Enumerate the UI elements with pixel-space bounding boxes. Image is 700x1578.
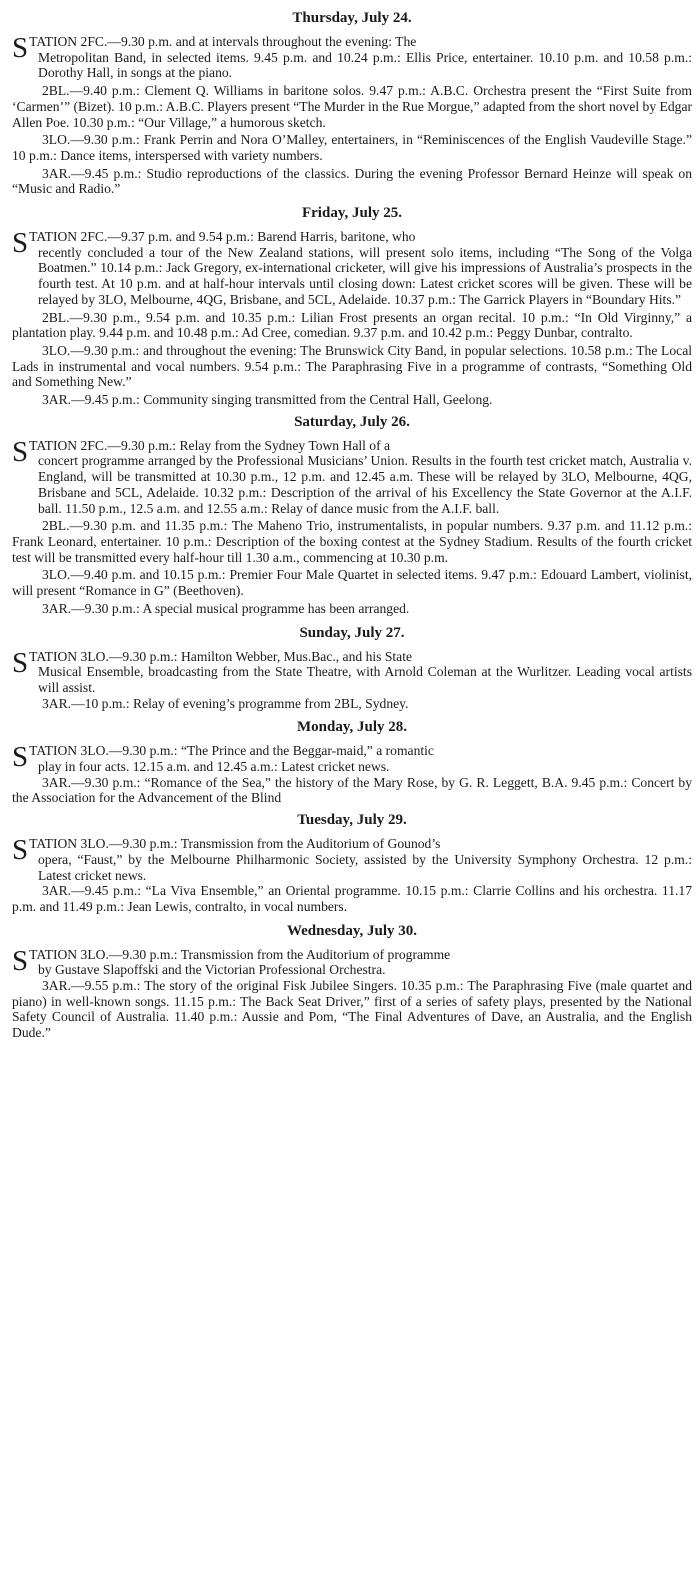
station-paragraph: 3AR.—9.30 p.m.: “Romance of the Sea,” the history of the Mary Rose, by G. R. Leggett, B.A. 9.45 p.m.: Concert by the Association for the Advancement of the Blind <box>12 774 692 806</box>
day-heading: Wednesday, July 30. <box>286 922 418 939</box>
lead-first-line: TATION 2FC.—9.30 p.m.: Relay from the Sydney Town Hall of a <box>29 437 391 453</box>
day-friday <box>12 203 692 408</box>
drop-cap: S <box>12 435 29 468</box>
day-heading: Sunday, July 27. <box>299 624 405 641</box>
station-paragraph: 3AR.—9.30 p.m.: A special musical programme has been arranged. <box>42 600 410 616</box>
day-heading: Thursday, July 24. <box>292 10 412 26</box>
station-lead-paragraph <box>12 944 692 978</box>
day-tuesday <box>12 810 692 915</box>
day-saturday <box>12 412 692 617</box>
drop-cap: S <box>12 834 29 867</box>
day-heading: Tuesday, July 29. <box>297 812 407 829</box>
day-heading: Saturday, July 26. <box>294 413 410 430</box>
lead-continuation: play in four acts. 12.15 a.m. and 12.45 a.m.: Latest cricket news. <box>38 759 390 775</box>
day-monday <box>12 717 692 806</box>
drop-cap: S <box>12 32 29 64</box>
station-lead-paragraph <box>12 646 692 696</box>
lead-continuation: opera, “Faust,” by the Melbourne Philharmonic Society, assisted by the University Symphony Orchestra. 12 p.m.: Latest cricket news. <box>38 851 692 883</box>
lead-continuation: Musical Ensemble, broadcasting from the State Theatre, with Arnold Coleman at the Wurlitzer. Leading vocal artists will assist. <box>38 664 692 695</box>
station-paragraph: 3AR.—9.55 p.m.: The story of the original Fisk Jubilee Singers. 10.35 p.m.: The Paraphrasing Five (male quartet and piano) in well-known songs. 11.15 p.m.: The Back Seat Driver,” first of a series of safety plays, presented by the National Safety Council of Australia. 11.40 p.m.: Aussie and Pom, “The Final Adventures of Dave, an Australia, and the English Dude.” <box>12 978 692 1041</box>
station-lead-paragraph <box>12 229 692 308</box>
station-lead-paragraph <box>12 836 692 883</box>
day-heading: Monday, July 28. <box>296 719 408 736</box>
station-paragraph: 3LO.—9.40 p.m. and 10.15 p.m.: Premier Four Male Quartet in selected items. 9.47 p.m.: Edouard Lambert, violinist, will present “Romance in G” (Beethoven). <box>12 567 692 599</box>
lead-continuation: recently concluded a tour of the New Zealand stations, will present solo items, including “The Song of the Volga Boatmen.” 10.14 p.m.: Jack Gregory, ex-international cricketer, will give his impressions of Australia’s prospects in the fourth test. At 10 p.m. and at half-hour intervals until closing down: Latest cricket scores will be given. These will be relayed by 3LO, Melbourne, 4QG, Brisbane, and 5CL, Adelaide. 10.37 p.m.: The Garrick Players in “Boundary Hits.” <box>38 244 692 307</box>
day-wednesday <box>12 921 692 1041</box>
lead-first-line: TATION 3LO.—9.30 p.m.: Transmission from the Auditorium of programme <box>29 946 451 962</box>
lead-first-line: TATION 3LO.—9.30 p.m.: Transmission from the Auditorium of Gounod’s <box>29 836 441 852</box>
station-paragraph: 3AR.—10 p.m.: Relay of evening’s programme from 2BL, Sydney. <box>42 695 409 711</box>
station-lead-paragraph <box>12 435 692 517</box>
drop-cap: S <box>12 944 29 977</box>
lead-first-line: TATION 3LO.—9.30 p.m.: “The Prince and the Beggar-maid,” a romantic <box>29 743 434 759</box>
lead-continuation: by Gustave Slapoffski and the Victorian Professional Orchestra. <box>38 962 386 978</box>
station-lead-paragraph <box>12 743 692 774</box>
station-paragraph: 3AR.—9.45 p.m.: Studio reproductions of the classics. During the evening Professor Bernard Heinze will speak on “Music and Radio.” <box>12 165 692 197</box>
lead-continuation: Metropolitan Band, in selected items. 9.45 p.m. and 10.24 p.m.: Ellis Price, entertainer. 10.10 p.m. and 10.58 p.m.: Dorothy Hall, in songs at the piano. <box>38 49 692 81</box>
lead-first-line: TATION 3LO.—9.30 p.m.: Hamilton Webber, Mus.Bac., and his State <box>29 648 413 664</box>
lead-continuation: concert programme arranged by the Professional Musicians’ Union. Results in the fourth test cricket match, Australia v. England, will be transmitted at 10.30 p.m., 12 p.m. and 12.45 a.m. These will be relayed by 3LO, Melbourne, 4QG, Brisbane and 5CL, Adelaide. 10.32 p.m.: Description of the arrival of his Excellency the State Governor at the A.I.F. ball. 11.50 p.m., 12.5 a.m. and 12.55 a.m.: Relay of dance music from the A.I.F. ball. <box>38 453 692 516</box>
station-paragraph: 2BL.—9.40 p.m.: Clement Q. Williams in baritone solos. 9.47 p.m.: A.B.C. Orchestra present the “First Suite from ‘Carmen’” (Bizet). 10 p.m.: A.B.C. Players present “The Murder in the Rue Morgue,” adapted from the short novel by Edgar Allen Poe. 10.30 p.m.: “Our Village,” a humorous sketch. <box>12 83 693 130</box>
station-paragraph: 3LO.—9.30 p.m.: Frank Perrin and Nora O’Malley, entertainers, in “Reminiscences of the English Vaudeville Stage.” 10 p.m.: Dance items, interspersed with variety numbers. <box>12 132 692 163</box>
day-sunday <box>12 623 692 712</box>
day-heading: Friday, July 25. <box>301 205 402 222</box>
lead-first-line: TATION 2FC.—9.37 p.m. and 9.54 p.m.: Barend Harris, baritone, who <box>29 229 416 245</box>
drop-cap: S <box>12 227 29 260</box>
station-lead-paragraph <box>12 34 692 81</box>
station-paragraph: 2BL.—9.30 p.m. and 11.35 p.m.: The Maheno Trio, instrumentalists, in popular numbers. 9.37 p.m. and 11.12 p.m.: Frank Leonard, entertainer. 10 p.m.: Description of the boxing contest at the Sydney Stadium. Results of the fourth cricket test will be transmitted every half-hour till 1.30 a.m., commencing at 10.30 p.m. <box>12 518 692 565</box>
day-thursday <box>12 8 692 197</box>
station-paragraph: 3LO.—9.30 p.m.: and throughout the evening: The Brunswick City Band, in popular selections. 10.58 p.m.: The Local Lads in instrumental and vocal numbers. 9.54 p.m.: The Paraphrasing Five in a programme of contrasts, “Something Old and Something New.” <box>12 342 692 390</box>
drop-cap: S <box>12 646 29 679</box>
lead-first-line: TATION 2FC.—9.30 p.m. and at intervals throughout the evening: The <box>29 34 417 49</box>
station-paragraph: 3AR.—9.45 p.m.: “La Viva Ensemble,” an Oriental programme. 10.15 p.m.: Clarrie Collins and his orchestra. 11.17 p.m. and 11.49 p.m.: Jean Lewis, contralto, in vocal numbers. <box>12 883 692 914</box>
station-paragraph: 3AR.—9.45 p.m.: Community singing transmitted from the Central Hall, Geelong. <box>42 392 493 408</box>
station-paragraph: 2BL.—9.30 p.m., 9.54 p.m. and 10.35 p.m.: Lilian Frost presents an organ recital. 10 p.m.: “In Old Virginny,” a plantation play. 9.44 p.m. and 10.48 p.m.: Ad Cree, comedian. 9.37 p.m. and 10.42 p.m.: Peggy Dunbar, contralto. <box>12 309 692 341</box>
drop-cap: S <box>12 741 29 774</box>
